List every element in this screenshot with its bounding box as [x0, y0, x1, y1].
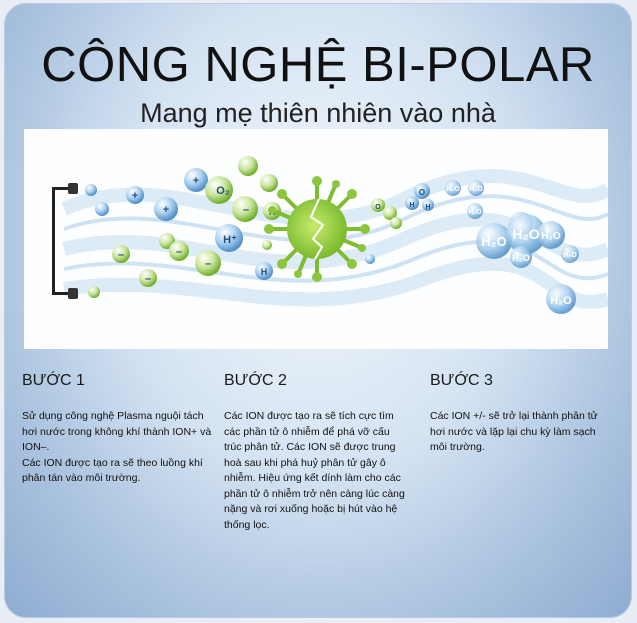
step-1-line: Các ION được tạo ra sẽ theo luồng khí phân tán vào môi trường.	[22, 456, 203, 484]
svg-text:H: H	[260, 267, 268, 277]
bipolar-illustration	[24, 129, 608, 349]
ion-flow-graphic	[24, 129, 608, 349]
svg-text:+: +	[131, 190, 139, 202]
step-2	[224, 371, 409, 533]
svg-text:H₂O: H₂O	[550, 295, 572, 307]
h2o-label: H₂O	[481, 234, 507, 249]
step-2-line: Các ION được tạo ra sẽ tích cực tìm các phần tử ô nhiễm để phá vỡ cấu trúc phân tử. Các ION sẽ được trung hoà sau khi phá huỷ phân tử gây ô nhiễm. Hiệu ứng kết dính làm cho các phần tử ô nhiễm trở nên càng lúc càng nặng và rơi xuống hoặc bị hút vào hệ thống lọc.	[224, 410, 405, 531]
svg-text:H₂O: H₂O	[512, 226, 540, 242]
svg-text:H₂O: H₂O	[512, 253, 530, 263]
svg-text:–: –	[204, 258, 212, 270]
svg-text:–: –	[117, 249, 125, 261]
svg-text:–: –	[175, 246, 183, 258]
svg-text:+: +	[162, 204, 170, 216]
step-2-title: BƯỚC 2	[224, 372, 287, 389]
svg-text:–: –	[242, 204, 250, 216]
svg-text:H: H	[425, 204, 431, 211]
pollutant-virus-icon	[264, 176, 370, 282]
svg-text:H₂O: H₂O	[446, 186, 460, 193]
infographic-card	[4, 3, 632, 618]
o2-label: O₂	[216, 185, 230, 197]
step-1-line: Sử dụng công nghệ Plasma nguội tách hơi nước trong không khí thành ION+ và ION–.	[22, 410, 212, 453]
step-2-text	[224, 409, 409, 533]
step-3	[430, 371, 610, 456]
svg-text:O: O	[418, 188, 426, 197]
svg-text:O: O	[375, 204, 381, 211]
page-title: CÔNG NGHỆ BI-POLAR	[41, 38, 595, 92]
step-1-title: BƯỚC 1	[22, 372, 85, 389]
page-subtitle: Mang mẹ thiên nhiên vào nhà	[140, 98, 496, 128]
svg-text:H₂O: H₂O	[468, 209, 482, 216]
step-1	[22, 371, 212, 487]
step-3-title: BƯỚC 3	[430, 372, 493, 389]
h-plus-label: H⁺	[223, 234, 237, 246]
svg-text:+: +	[192, 175, 200, 187]
svg-text:–: –	[144, 273, 152, 285]
svg-text:H₂O: H₂O	[541, 231, 561, 242]
svg-text:H: H	[409, 202, 415, 209]
step-3-text	[430, 409, 610, 456]
svg-text:H₂O: H₂O	[469, 186, 483, 193]
svg-text:H₂O: H₂O	[563, 252, 577, 259]
step-1-text	[22, 409, 212, 487]
step-3-line: Các ION +/- sẽ trở lại thành phân tử hơi nước và lặp lại chu kỳ làm sạch môi trường.	[430, 410, 598, 453]
